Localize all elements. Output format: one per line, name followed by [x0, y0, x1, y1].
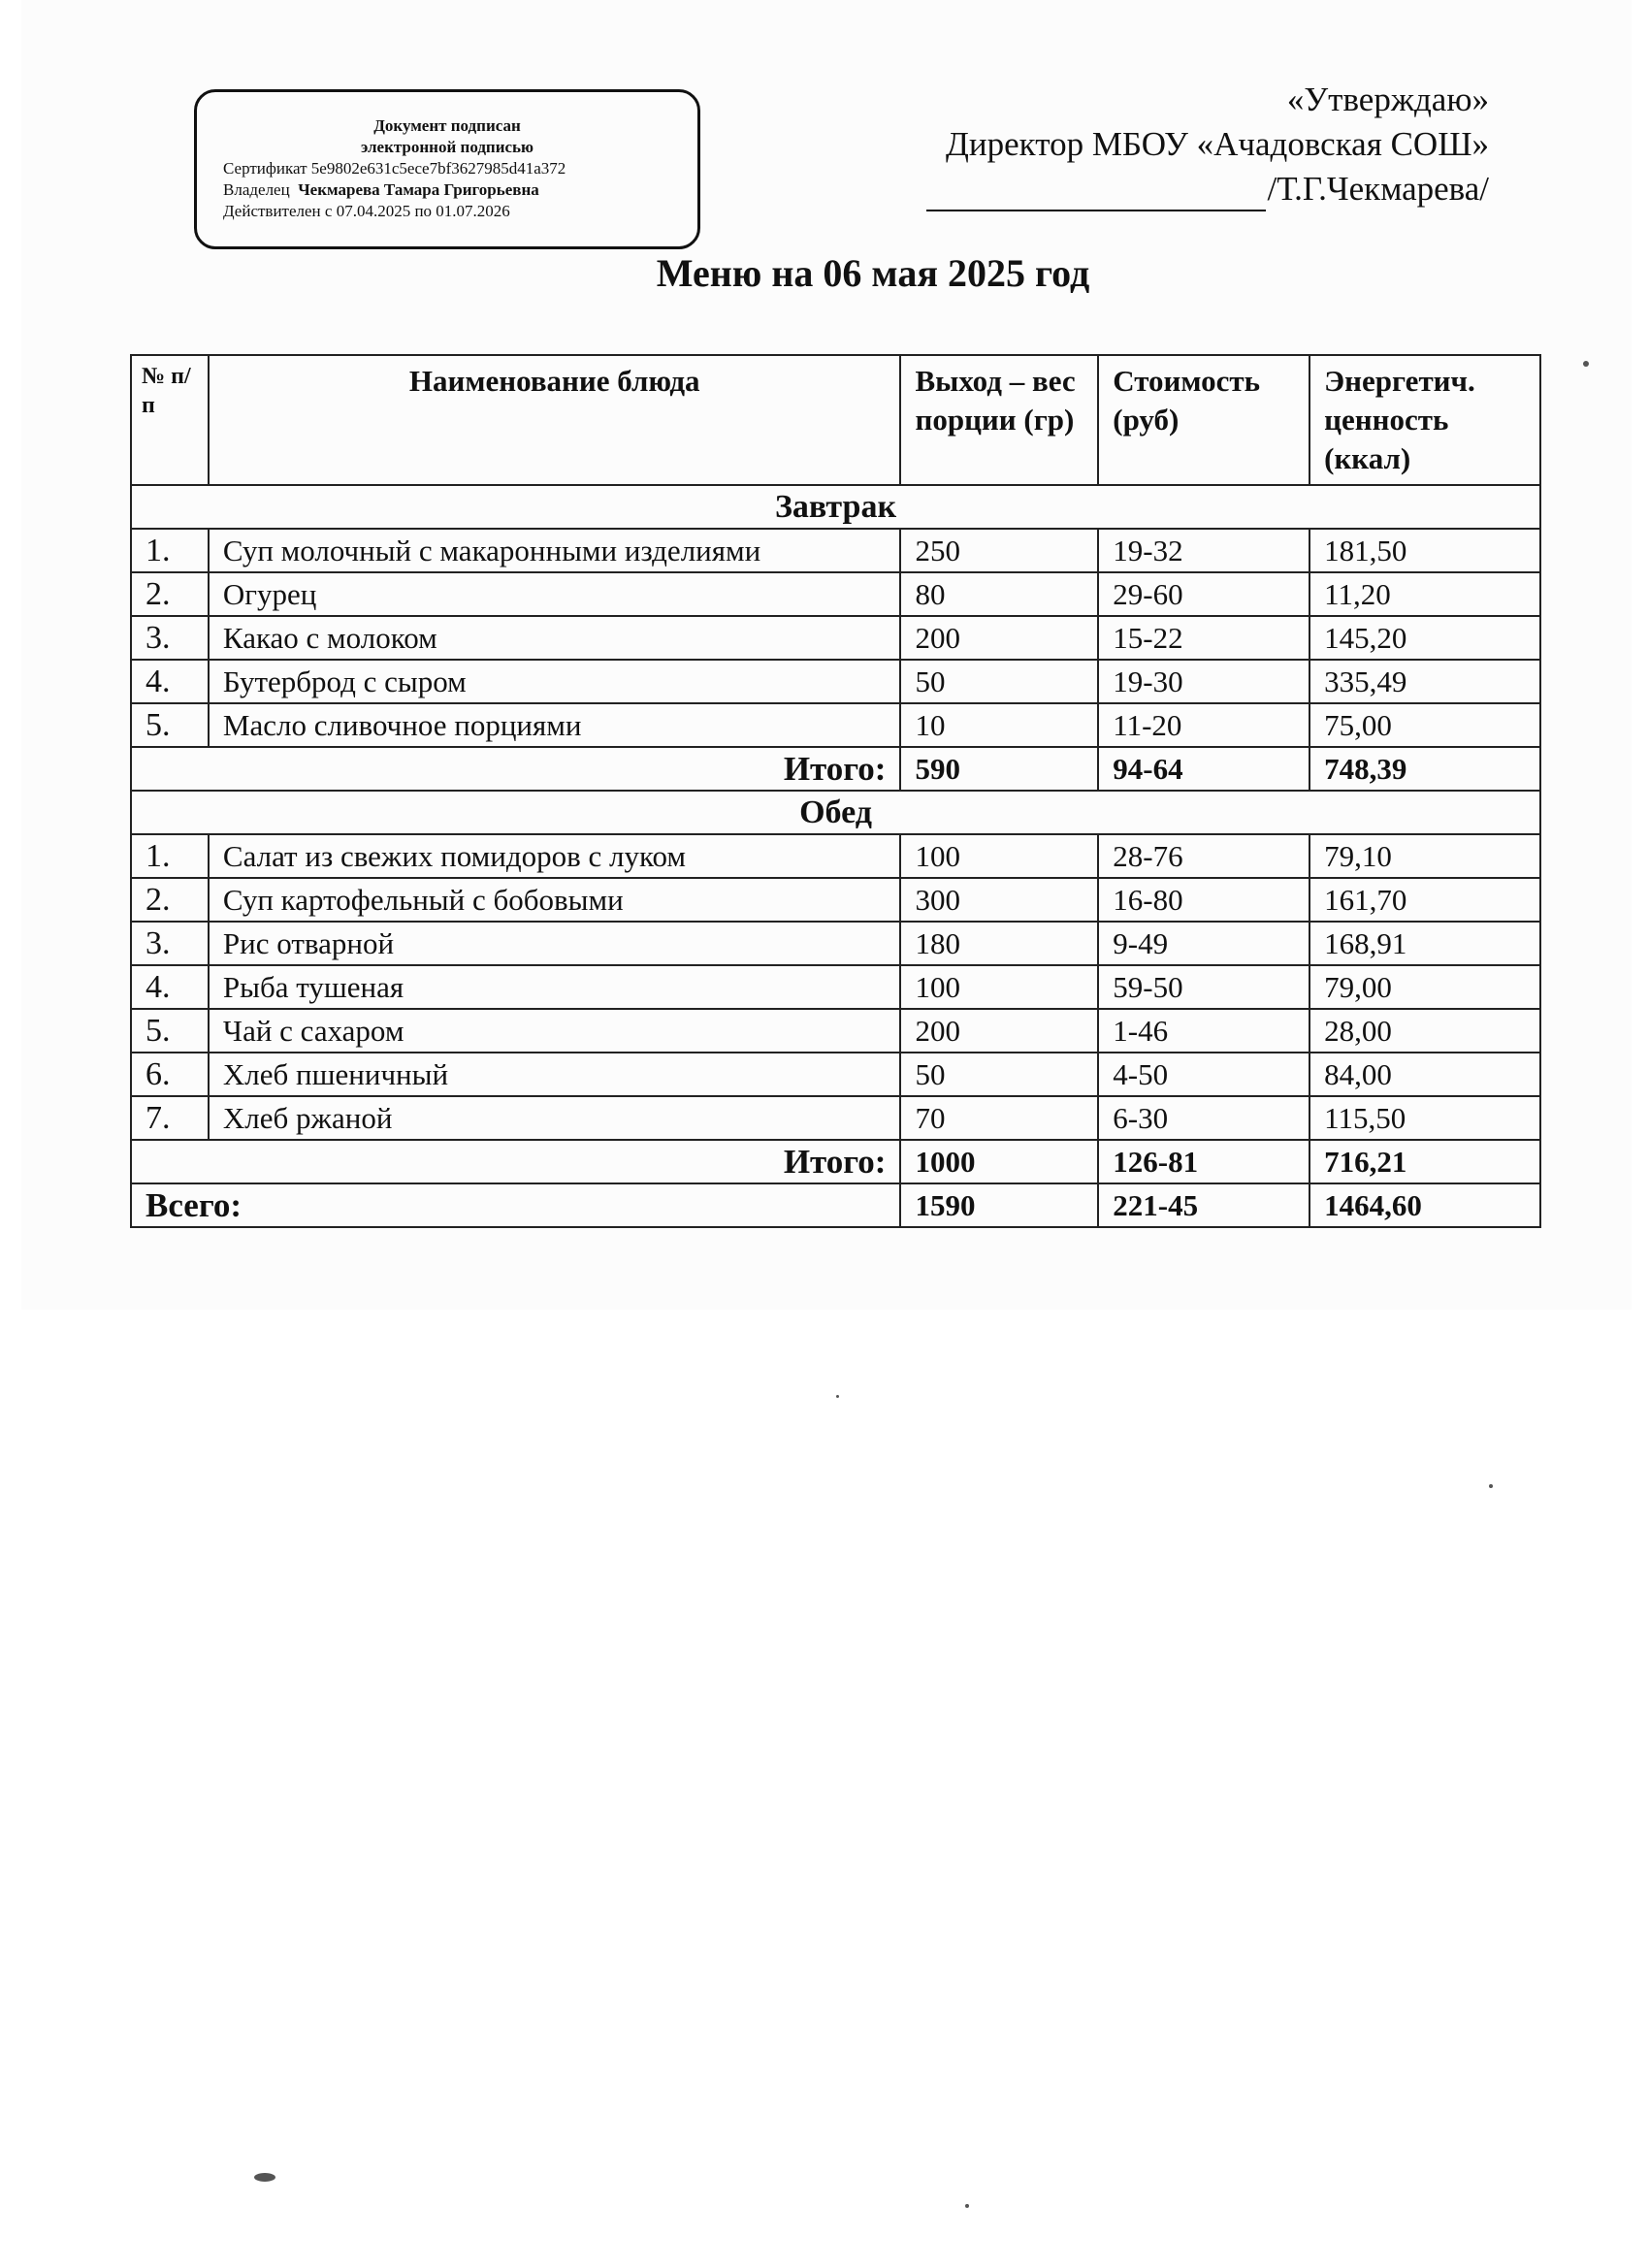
dish-energy: 145,20 — [1310, 616, 1540, 660]
row-number: 7. — [131, 1096, 209, 1140]
dish-weight: 50 — [900, 660, 1098, 703]
dish-name: Какао с молоком — [209, 616, 901, 660]
subtotal-weight: 590 — [900, 747, 1098, 791]
dish-weight: 100 — [900, 965, 1098, 1009]
header-num: № п/п — [131, 355, 209, 485]
table-row — [131, 529, 1540, 572]
row-number: 2. — [131, 572, 209, 616]
stamp-title-1: Документ подписан — [373, 116, 521, 135]
row-number: 6. — [131, 1053, 209, 1096]
dish-energy: 161,70 — [1310, 878, 1540, 922]
dish-weight: 300 — [900, 878, 1098, 922]
table-row — [131, 660, 1540, 703]
grand-total-energy: 1464,60 — [1310, 1183, 1540, 1227]
subtotal-cost: 94-64 — [1098, 747, 1310, 791]
dish-name: Салат из свежих помидоров с луком — [209, 834, 901, 878]
signature-line — [926, 177, 1266, 211]
table-row — [131, 878, 1540, 922]
dish-weight: 10 — [900, 703, 1098, 747]
table-row — [131, 1096, 1540, 1140]
header-cost: Стоимость (руб) — [1098, 355, 1310, 485]
dish-weight: 200 — [900, 616, 1098, 660]
dish-energy: 115,50 — [1310, 1096, 1540, 1140]
row-number: 2. — [131, 878, 209, 922]
dish-weight: 180 — [900, 922, 1098, 965]
dish-energy: 335,49 — [1310, 660, 1540, 703]
dish-energy: 79,00 — [1310, 965, 1540, 1009]
grand-total-weight: 1590 — [900, 1183, 1098, 1227]
table-row — [131, 572, 1540, 616]
approval-line-3 — [926, 167, 1489, 211]
section-title: Завтрак — [131, 485, 1540, 529]
dish-cost: 9-49 — [1098, 922, 1310, 965]
subtotal-label: Итого: — [131, 747, 900, 791]
table-row — [131, 922, 1540, 965]
stamp-owner-name: Чекмарева Тамара Григорьевна — [298, 180, 539, 199]
dish-cost: 4-50 — [1098, 1053, 1310, 1096]
approval-block — [926, 78, 1489, 211]
section-header-row — [131, 791, 1540, 834]
dish-cost: 11-20 — [1098, 703, 1310, 747]
dish-name: Чай с сахаром — [209, 1009, 901, 1053]
section-title: Обед — [131, 791, 1540, 834]
header-weight: Выход – вес порции (гр) — [900, 355, 1098, 485]
dish-weight: 200 — [900, 1009, 1098, 1053]
subtotal-weight: 1000 — [900, 1140, 1098, 1183]
dish-weight: 70 — [900, 1096, 1098, 1140]
table-row — [131, 1009, 1540, 1053]
table-row — [131, 616, 1540, 660]
stamp-validity: Действителен с 07.04.2025 по 01.07.2026 — [223, 202, 510, 220]
dish-energy: 181,50 — [1310, 529, 1540, 572]
dish-energy: 79,10 — [1310, 834, 1540, 878]
scan-speck — [1489, 1484, 1493, 1488]
stamp-owner — [223, 179, 697, 201]
row-number: 4. — [131, 965, 209, 1009]
scan-speck — [254, 2173, 275, 2182]
table-row — [131, 834, 1540, 878]
scan-speck — [1583, 361, 1589, 367]
dish-name: Суп картофельный с бобовыми — [209, 878, 901, 922]
row-number: 3. — [131, 922, 209, 965]
dish-name: Бутерброд с сыром — [209, 660, 901, 703]
dish-name: Суп молочный с макаронными изделиями — [209, 529, 901, 572]
dish-cost: 19-32 — [1098, 529, 1310, 572]
dish-name: Масло сливочное порциями — [209, 703, 901, 747]
electronic-signature-stamp — [194, 89, 700, 249]
dish-cost: 28-76 — [1098, 834, 1310, 878]
subtotal-energy: 748,39 — [1310, 747, 1540, 791]
dish-energy: 75,00 — [1310, 703, 1540, 747]
dish-cost: 19-30 — [1098, 660, 1310, 703]
header-name: Наименование блюда — [209, 355, 901, 485]
stamp-certificate: Сертификат 5e9802e631c5ece7bf3627985d41a372 — [223, 159, 566, 178]
stamp-title-2: электронной подписью — [360, 138, 534, 156]
row-number: 3. — [131, 616, 209, 660]
dish-name: Рис отварной — [209, 922, 901, 965]
row-number: 5. — [131, 1009, 209, 1053]
dish-cost: 6-30 — [1098, 1096, 1310, 1140]
header-energy: Энергетич. ценность (ккал) — [1310, 355, 1540, 485]
table-row — [131, 703, 1540, 747]
subtotal-energy: 716,21 — [1310, 1140, 1540, 1183]
dish-weight: 50 — [900, 1053, 1098, 1096]
scan-speck — [965, 2204, 969, 2208]
table-header-row — [131, 355, 1540, 485]
dish-weight: 100 — [900, 834, 1098, 878]
row-number: 1. — [131, 529, 209, 572]
subtotal-row — [131, 1140, 1540, 1183]
dish-energy: 84,00 — [1310, 1053, 1540, 1096]
page-title: Меню на 06 мая 2025 год — [656, 251, 1090, 295]
dish-cost: 29-60 — [1098, 572, 1310, 616]
dish-cost: 59-50 — [1098, 965, 1310, 1009]
subtotal-cost: 126-81 — [1098, 1140, 1310, 1183]
dish-name: Огурец — [209, 572, 901, 616]
stamp-owner-label: Владелец — [223, 180, 290, 199]
grand-total-label: Всего: — [131, 1183, 900, 1227]
table-row — [131, 1053, 1540, 1096]
table-row — [131, 965, 1540, 1009]
approval-line-2: Директор МБОУ «Ачадовская СОШ» — [946, 125, 1489, 163]
subtotal-row — [131, 747, 1540, 791]
dish-name: Хлеб ржаной — [209, 1096, 901, 1140]
dish-cost: 16-80 — [1098, 878, 1310, 922]
dish-energy: 28,00 — [1310, 1009, 1540, 1053]
grand-total-row — [131, 1183, 1540, 1227]
row-number: 5. — [131, 703, 209, 747]
section-header-row — [131, 485, 1540, 529]
dish-weight: 80 — [900, 572, 1098, 616]
dish-cost: 15-22 — [1098, 616, 1310, 660]
dish-weight: 250 — [900, 529, 1098, 572]
scan-speck — [836, 1395, 839, 1398]
dish-energy: 168,91 — [1310, 922, 1540, 965]
dish-name: Хлеб пшеничный — [209, 1053, 901, 1096]
row-number: 1. — [131, 834, 209, 878]
subtotal-label: Итого: — [131, 1140, 900, 1183]
menu-table — [130, 354, 1541, 1228]
dish-cost: 1-46 — [1098, 1009, 1310, 1053]
row-number: 4. — [131, 660, 209, 703]
dish-name: Рыба тушеная — [209, 965, 901, 1009]
approval-line-1: «Утверждаю» — [1286, 81, 1489, 118]
approval-signer: /Т.Г.Чекмарева/ — [1267, 170, 1489, 208]
grand-total-cost: 221-45 — [1098, 1183, 1310, 1227]
dish-energy: 11,20 — [1310, 572, 1540, 616]
